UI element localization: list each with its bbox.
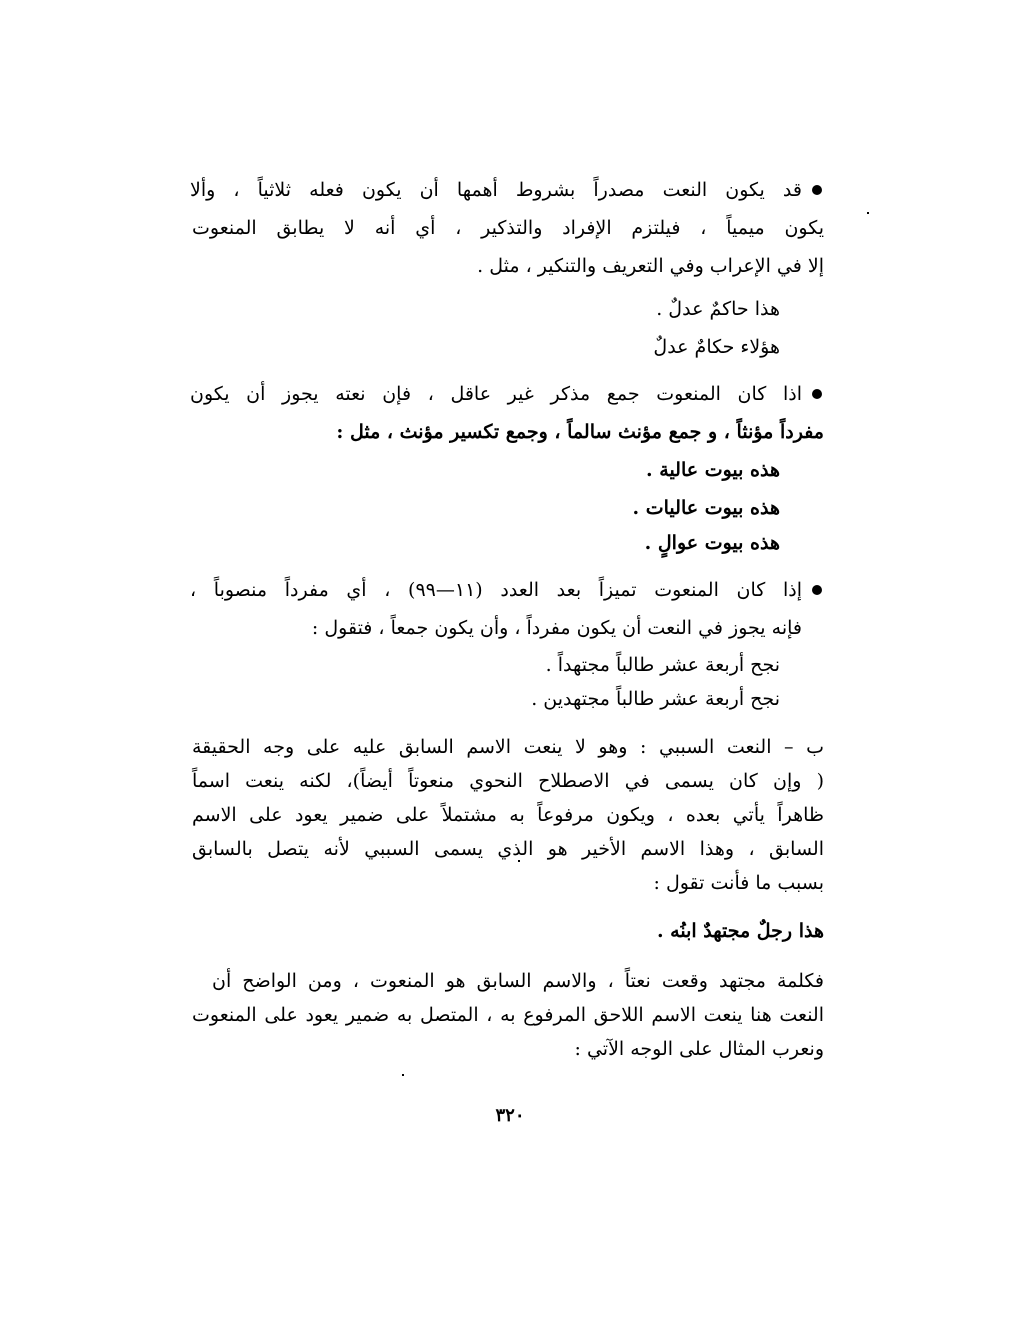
- text-line: ( وإن كان يسمى في الاصطلاح النحوي منعوتاً أيضاً)، لكنه ينعت اسماً: [192, 770, 824, 792]
- example-line: نجح أربعة عشر طالباً مجتهداً .: [545, 654, 780, 676]
- bullet-icon: [812, 389, 822, 399]
- text-line: ب – النعت السببي : وهو لا ينعت الاسم السابق عليه على وجه الحقيقة: [192, 736, 824, 758]
- scan-speck: [518, 860, 520, 862]
- scan-speck: [402, 1074, 404, 1076]
- text-line: بسبب ما فأنت تقول :: [653, 872, 824, 894]
- text-line: فكلمة مجتهد وقعت نعتاً ، والاسم السابق هو المنعوت ، ومن الواضح أن: [212, 970, 824, 992]
- scan-speck: [867, 212, 869, 214]
- text-line: ونعرب المثال على الوجه الآتي :: [574, 1038, 824, 1060]
- bullet-icon: [812, 585, 822, 595]
- text-line: النعت هنا ينعت الاسم اللاحق المرفوع به ، المتصل به ضمير يعود على المنعوت: [192, 1004, 824, 1026]
- text-line: فإنه يجوز في النعت أن يكون مفرداً ، وأن يكون جمعاً ، فتقول :: [311, 617, 802, 639]
- text-line: ظاهراً يأتي بعده ، ويكون مرفوعاً به مشتملاً على ضمير يعود على الاسم: [192, 804, 824, 826]
- text-line: إذا كان المنعوت تميزاً بعد العدد (١١—٩٩) ، أي مفرداً منصوباً ،: [190, 579, 802, 601]
- page-number: ٣٢٠: [495, 1105, 525, 1126]
- example-line: هذه بيوت عاليات .: [632, 497, 780, 519]
- example-line: هذه بيوت عالية .: [646, 459, 780, 481]
- text-line: يكون ميمياً ، فيلتزم الإفراد والتذكير ، أي أنه لا يطابق المنعوت: [192, 217, 824, 239]
- text-line: إلا في الإعراب وفي التعريف والتنكير ، مثل .: [477, 255, 824, 277]
- text-line: اذا كان المنعوت جمع مذكر غير عاقل ، فإن نعته يجوز أن يكون: [190, 383, 802, 405]
- bullet-icon: [812, 185, 822, 195]
- example-line: هؤلاء حكامٌ عدلٌ: [653, 336, 780, 358]
- example-line: نجح أربعة عشر طالباً مجتهدين .: [531, 688, 780, 710]
- text-line: السابق ، وهذا الاسم الأخير هو الذي يسمى السببي لأنه يتصل بالسابق: [192, 838, 824, 860]
- text-line: مفرداً مؤنثاً ، و جمع مؤنث سالماً ، وجمع تكسير مؤنث ، مثل :: [336, 421, 824, 443]
- text-line: قد يكون النعت مصدراً بشروط أهمها أن يكون فعله ثلاثياً ، وألا: [190, 179, 802, 201]
- example-line: هذه بيوت عوالٍ .: [644, 532, 780, 554]
- example-line: هذا حاكمٌ عدلٌ .: [656, 298, 780, 320]
- example-line: هذا رجلٌ مجتهدٌ ابنُه .: [656, 920, 824, 942]
